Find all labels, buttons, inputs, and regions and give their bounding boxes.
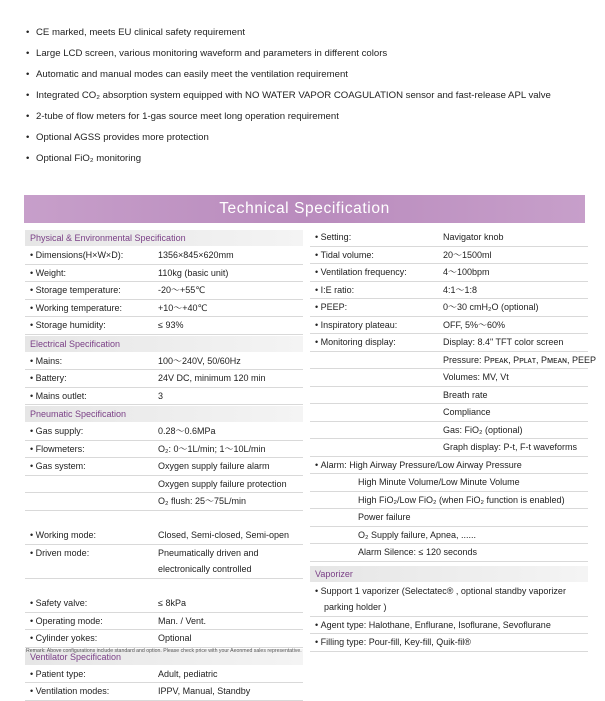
spec-row: • Ventilation modes: IPPV, Manual, Standby: [25, 683, 303, 701]
spec-row: Volumes: MV, Vt: [310, 369, 588, 387]
spec-row: • Mains: 100～240V, 50/60Hz: [25, 353, 303, 371]
spec-left-column: [25, 229, 303, 701]
spec-row: Oxygen supply failure protection: [25, 476, 303, 494]
spec-row: [25, 579, 303, 596]
spec-row: • Storage humidity: ≤ 93%: [25, 317, 303, 335]
section-physical: Physical & Environmental Specification: [25, 230, 303, 246]
spec-row: • Operating mode: Man. / Vent.: [25, 613, 303, 631]
spec-row: O₂ flush: 25～75L/min: [25, 493, 303, 511]
feature-list: [26, 22, 596, 169]
spec-row: • PEEP: 0～30 cmH₂O (optional): [310, 299, 588, 317]
feature-item: • 2-tube of flow meters for 1-gas source meet long operation requirement: [26, 111, 339, 122]
spec-row: • Monitoring display: Display: 8.4" TFT color screen: [310, 334, 588, 352]
spec-row: • Cylinder yokes: Optional: [25, 630, 303, 648]
spec-row: • Safety valve: ≤ 8kPa: [25, 595, 303, 613]
section-ventilator: Ventilator Specification: [25, 649, 303, 665]
spec-row: Breath rate: [310, 387, 588, 405]
spec-row: • Driven mode: Pneumatically driven and: [30, 547, 259, 558]
spec-row: High FiO₂/Low FiO₂ (when FiO₂ function is enabled): [310, 492, 588, 510]
feature-item: • Automatic and manual modes can easily meet the ventilation requirement: [26, 69, 348, 80]
spec-row: • Setting: Navigator knob: [310, 229, 588, 247]
spec-row: High Minute Volume/Low Minute Volume: [310, 474, 588, 492]
spec-row: • Support 1 vaporizer (Selectatec® , optional standby vaporizer: [315, 585, 566, 596]
feature-item: • CE marked, meets EU clinical safety requirement: [26, 27, 246, 38]
spec-row: • Mains outlet: 3: [25, 388, 303, 406]
spec-row: • Working temperature: +10～+40℃: [25, 300, 303, 318]
spec-row: [25, 511, 303, 528]
remark-note: Remark: Above configurations include standard and option. Please check price with your Aeonmed sales representative.: [26, 648, 302, 654]
spec-row: • Dimensions(H×W×D): 1356×845×620mm: [25, 247, 303, 265]
spec-row: • I:E ratio: 4:1～1:8: [310, 282, 588, 300]
section-pneumatic: Pneumatic Specification: [25, 406, 303, 422]
spec-row: • Gas supply: 0.28～0.6MPa: [25, 423, 303, 441]
spec-right-column: [310, 229, 597, 652]
spec-row: Pressure: Pᴘᴇᴀᴋ, Pᴘʟᴀᴛ, Pᴍᴇᴀɴ, PEEP: [310, 352, 588, 370]
spec-row: • Gas system: Oxygen supply failure alarm: [25, 458, 303, 476]
feature-item: • Optional AGSS provides more protection: [26, 132, 209, 143]
spec-banner: [24, 195, 585, 223]
feature-item: • Integrated CO₂ absorption system equipped with NO WATER VAPOR COAGULATION sensor and fast-release APL valve: [26, 90, 551, 101]
spec-row: • Patient type: Adult, pediatric: [25, 666, 303, 684]
spec-row: • Storage temperature: -20～+55℃: [25, 282, 303, 300]
spec-row: Compliance: [310, 404, 588, 422]
feature-item: • Optional FiO₂ monitoring: [26, 153, 142, 164]
section-electrical: Electrical Specification: [25, 336, 303, 352]
spec-row: • Tidal volume: 20～1500ml: [310, 247, 588, 265]
spec-row: • Agent type: Halothane, Enflurane, Isoflurane, Sevoflurane: [310, 617, 588, 635]
spec-row: • Inspiratory plateau: OFF, 5%～60%: [310, 317, 588, 335]
spec-row: • Flowmeters: O₂: 0～1L/min; 1～10L/min: [25, 441, 303, 459]
spec-row: • Weight: 110kg (basic unit): [25, 265, 303, 283]
spec-row: Gas: FiO₂ (optional): [310, 422, 588, 440]
spec-row: parking holder ): [310, 599, 588, 617]
spec-row: • Ventilation frequency: 4～100bpm: [310, 264, 588, 282]
section-vaporizer: Vaporizer: [310, 566, 588, 582]
spec-row: • Filling type: Pour-fill, Key-fill, Quik-fil®: [310, 634, 588, 652]
feature-item: • Large LCD screen, various monitoring waveform and parameters in different colors: [26, 48, 388, 59]
spec-row: Power failure: [310, 509, 588, 527]
spec-banner-title: Technical Specification: [219, 200, 390, 217]
spec-row: Graph display: P-t, F-t waveforms: [310, 439, 588, 457]
spec-row: • Battery: 24V DC, minimum 120 min: [25, 370, 303, 388]
spec-row: electronically controlled: [25, 561, 303, 579]
spec-row: • Working mode: Closed, Semi-closed, Semi-open: [25, 527, 303, 545]
spec-row: O₂ Supply failure, Apnea, ......: [310, 527, 588, 545]
spec-row: Alarm Silence: ≤ 120 seconds: [310, 544, 588, 562]
spec-row: • Alarm: High Airway Pressure/Low Airway Pressure: [310, 457, 588, 475]
